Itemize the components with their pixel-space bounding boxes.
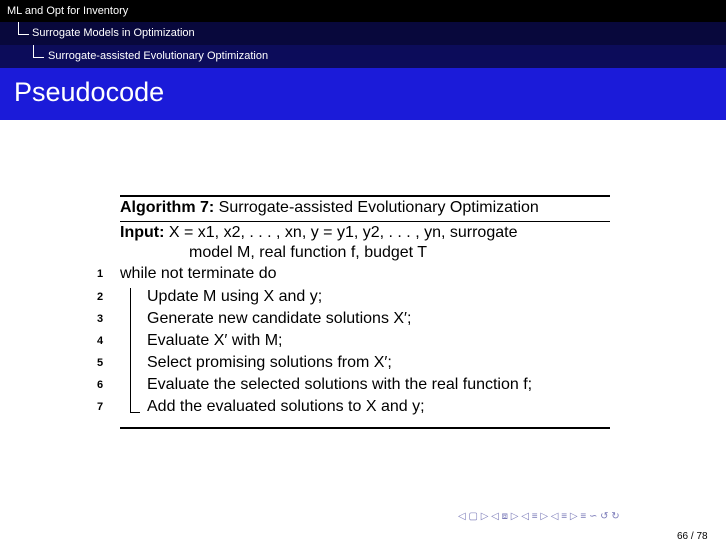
frame-title: Pseudocode [14,77,165,107]
loop-bar-foot [130,412,140,413]
input-line-1: X = x1, x2, . . . , xn, y = y1, y2, . . . , yn, surrogate [168,224,518,241]
header-subsubsection [0,45,726,68]
loop-bar [130,288,131,413]
algorithm-bottom-rule [120,427,610,429]
line-number: 7 [96,401,104,413]
algorithm-line: Evaluate X′ with M; [147,332,283,349]
input-line-2: model M, real function f, budget T [189,244,428,261]
algorithm-mid-rule [120,221,610,222]
algorithm-label: Algorithm 7: [120,199,215,216]
section-link[interactable]: ML and Opt for Inventory [7,5,129,17]
input-label: Input: [120,224,165,241]
tree-connector [18,22,29,35]
algorithm-line: Add the evaluated solutions to X and y; [147,398,425,415]
algorithm-top-rule [120,195,610,197]
subsubsection-link[interactable]: Surrogate-assisted Evolutionary Optimization [48,50,269,62]
tree-connector [33,45,44,58]
algorithm-input [120,223,517,243]
line-number: 6 [96,379,104,391]
line-number: 2 [96,291,104,303]
algorithm-caption-text: Surrogate-assisted Evolutionary Optimization [218,199,539,216]
navigation-symbols[interactable]: ◁ ▢ ▷ ◁ ⧈ ▷ ◁ ≡ ▷ ◁ ≡ ▷ ≡ ∽ ↺ ↻ [458,511,620,522]
header-subsection [0,22,726,45]
subsection-link[interactable]: Surrogate Models in Optimization [32,27,195,39]
header-section [0,0,726,22]
algorithm-line: Update M using X and y; [147,288,323,305]
line-number: 3 [96,313,104,325]
algorithm-line: Evaluate the selected solutions with the real function f; [147,376,533,393]
algorithm-line: while not terminate do [120,265,277,282]
line-number: 1 [96,268,104,280]
line-number: 5 [96,357,104,369]
algorithm-line: Generate new candidate solutions X′; [147,310,412,327]
algorithm-line: Select promising solutions from X′; [147,354,392,371]
page-number: 66 / 78 [677,531,708,542]
frame-title-bar [0,68,726,120]
line-number: 4 [96,335,104,347]
algorithm-caption [120,198,539,218]
